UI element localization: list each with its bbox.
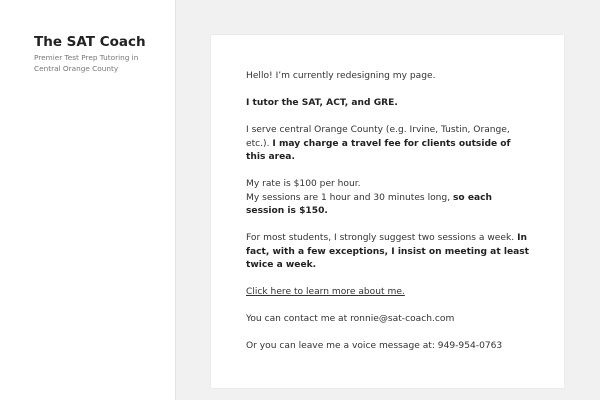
session-length-text: My sessions are 1 hour and 30 minutes long, bbox=[246, 192, 451, 203]
intro-paragraph bbox=[246, 70, 529, 84]
service-area-text: I serve central Orange County (e.g. Irvine, Tustin, Orange, etc.). bbox=[246, 125, 510, 149]
travel-fee-text: I may charge a travel fee for clients outside of this area. bbox=[246, 138, 511, 162]
contact-text: You can contact me at ronnie@sat-coach.com bbox=[246, 314, 455, 324]
learn-more-paragraph bbox=[246, 286, 529, 300]
page-content bbox=[246, 70, 529, 367]
rate-text: My rate is $100 per hour. bbox=[246, 179, 361, 189]
content-card bbox=[211, 35, 564, 388]
site-title[interactable]: The SAT Coach bbox=[34, 34, 146, 50]
suggestion-text: For most students, I strongly suggest two sessions a week. bbox=[246, 233, 515, 243]
intro-text: Hello! I’m currently redesigning my page. bbox=[246, 71, 436, 81]
contact-paragraph bbox=[246, 313, 529, 327]
tutor-paragraph bbox=[246, 97, 529, 111]
voice-text: Or you can leave me a voice message at: 949-954-0763 bbox=[246, 341, 503, 351]
rate-paragraph bbox=[246, 178, 529, 219]
site-description: Premier Test Prep Tutoring in Central Orange County bbox=[34, 53, 139, 73]
suggestion-paragraph bbox=[246, 232, 529, 273]
tutor-text: I tutor the SAT, ACT, and GRE. bbox=[246, 98, 398, 108]
sidebar bbox=[0, 0, 176, 400]
voice-paragraph bbox=[246, 340, 529, 354]
session-cost-text: so each session is $150. bbox=[246, 192, 492, 216]
insist-text: In fact, with a few exceptions, I insist on meeting at least twice a week. bbox=[246, 233, 530, 270]
learn-more-link[interactable]: Click here to learn more about me. bbox=[246, 287, 405, 297]
service-area-paragraph bbox=[246, 124, 529, 165]
